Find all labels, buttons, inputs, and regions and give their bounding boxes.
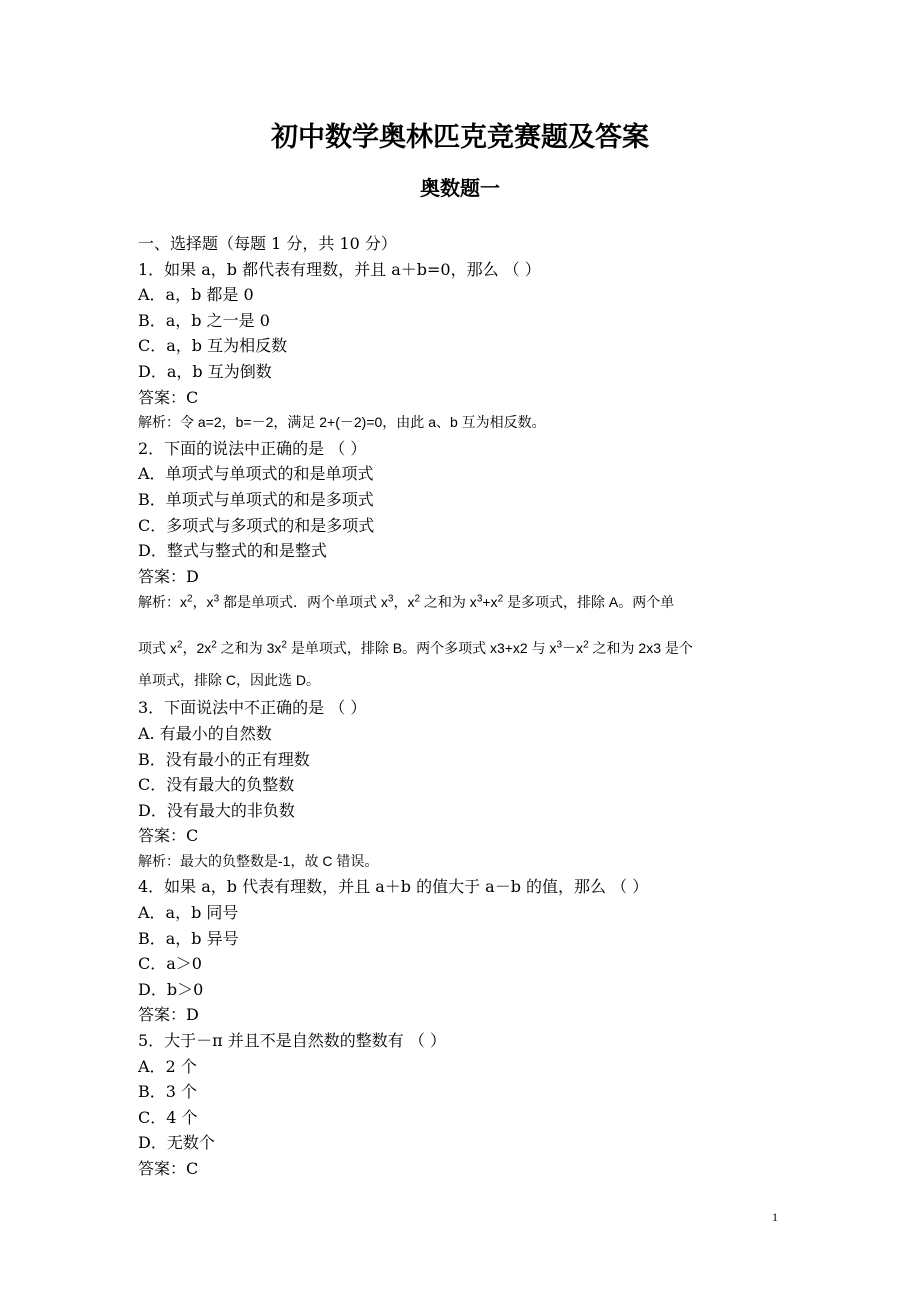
question-5-answer: 答案：C (138, 1159, 199, 1178)
question-5-option-a: A．2 个 (138, 1056, 197, 1076)
question-5-stem: 5．大于－π 并且不是自然数的整数有 （ ） (138, 1031, 446, 1051)
question-2-explanation-line-2 (138, 635, 788, 667)
question-2-option-c: C．多项式与多项式的和是多项式 (138, 515, 375, 535)
superscript: 3 (556, 639, 563, 651)
question-3-answer: 答案：C (138, 826, 199, 846)
section-heading: 一、选择题（每题 1 分，共 10 分） (138, 234, 397, 253)
question-1-stem: 1．如果 a，b 都代表有理数，并且 a＋b=0，那么 （ ） (138, 259, 541, 279)
explain-text: －x (562, 640, 584, 657)
question-2-explanation-line-3: 单项式，排除 C，因此选 D。 (138, 672, 320, 689)
explain-text: 之和为 2x3 是个 (588, 640, 693, 657)
question-2-stem: 2．下面的说法中正确的是 （ ） (138, 438, 367, 458)
question-2-explanation-line-1 (138, 589, 788, 635)
explain-text: ，x (393, 594, 415, 611)
superscript: 2 (414, 593, 421, 605)
page-number: 1 (772, 1210, 778, 1224)
explain-text: 都是单项式．两个单项式 x (219, 594, 388, 611)
superscript: 2 (187, 593, 193, 605)
question-3-option-d: D．没有最大的非负数 (138, 800, 295, 820)
question-3-option-b: B．没有最小的正有理数 (138, 749, 310, 769)
question-4-option-c: C．a＞0 (138, 954, 202, 974)
explain-text: 解析：x (138, 594, 187, 611)
superscript: 2 (176, 639, 183, 651)
question-2-explanation (138, 589, 788, 695)
question-2-option-a: A．单项式与单项式的和是单项式 (138, 464, 374, 484)
question-5-option-b: B．3 个 (138, 1082, 198, 1102)
question-3-option-a: A. 有最小的自然数 (138, 723, 272, 743)
question-2-answer: 答案：D (138, 566, 199, 586)
explain-text: ，2x (182, 640, 212, 657)
question-4-option-d: D．b＞0 (138, 979, 204, 999)
superscript: 3 (213, 593, 220, 605)
explain-text: +x (482, 594, 498, 611)
question-1-option-b: B．a，b 之一是 0 (138, 310, 270, 330)
question-3-stem: 3．下面说法中不正确的是 （ ） (138, 698, 367, 718)
question-5-option-c: C．4 个 (138, 1107, 198, 1127)
explain-text: 项式 x (138, 640, 177, 657)
superscript: 2 (583, 639, 589, 651)
question-2-option-b: B．单项式与单项式的和是多项式 (138, 489, 374, 509)
question-1-option-a: A．a，b 都是 0 (138, 285, 254, 305)
question-1-option-d: D．a，b 互为倒数 (138, 361, 272, 381)
superscript: 3 (387, 593, 394, 605)
explain-text: 是单项式，排除 B。两个多项式 x3+x2 与 x (286, 640, 557, 657)
explain-text: ，x (192, 594, 214, 611)
question-4-stem: 4．如果 a，b 代表有理数，并且 a＋b 的值大于 a－b 的值，那么 （ ） (138, 877, 649, 897)
document-subtitle: 奥数题一 (420, 176, 500, 200)
explain-text: 是多项式，排除 A。两个单 (503, 594, 675, 611)
superscript: 2 (497, 593, 504, 605)
question-4-option-b: B．a，b 异号 (138, 928, 239, 948)
question-4-answer: 答案：D (138, 1005, 199, 1025)
question-4-option-a: A．a，b 同号 (138, 903, 239, 923)
superscript: 2 (211, 639, 217, 651)
question-1-answer: 答案：C (138, 387, 199, 407)
question-1-option-c: C．a，b 互为相反数 (138, 336, 288, 356)
superscript: 2 (281, 639, 287, 651)
superscript: 3 (476, 593, 483, 605)
question-5-option-d: D．无数个 (138, 1133, 215, 1153)
question-3-option-c: C．没有最大的负整数 (138, 775, 295, 795)
question-2-option-d: D．整式与整式的和是整式 (138, 541, 327, 561)
question-1-explanation: 解析：令 a=2，b=－2，满足 2+(－2)=0，由此 a、b 互为相反数。 (138, 414, 546, 431)
document-body (138, 231, 788, 1182)
document-title: 初中数学奥林匹克竞赛题及答案 (271, 122, 649, 153)
question-3-explanation: 解析：最大的负整数是-1，故 C 错误。 (138, 852, 379, 869)
explain-text: 之和为 3x (216, 640, 282, 657)
explain-text: 之和为 x (420, 594, 477, 611)
